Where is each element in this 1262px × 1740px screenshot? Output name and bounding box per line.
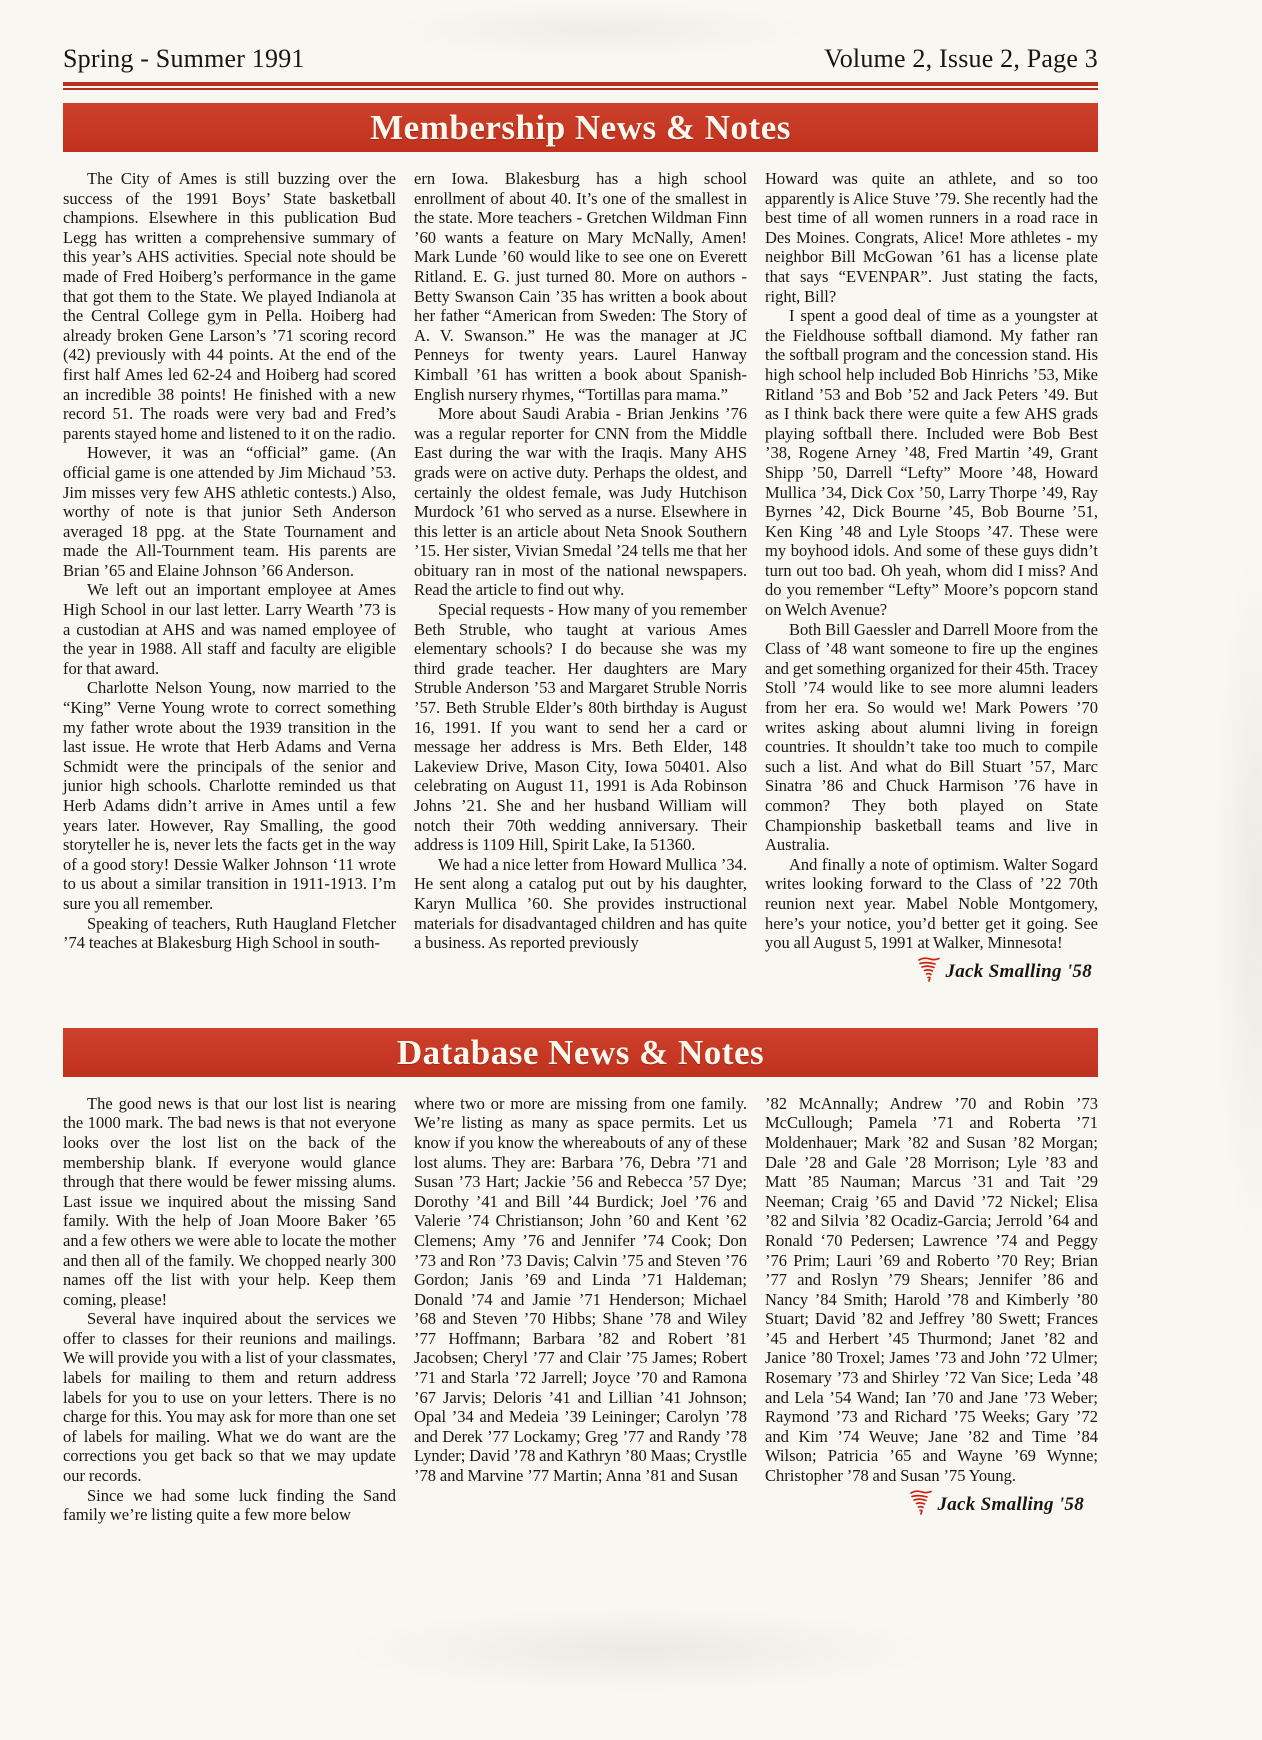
- membership-column-1: [63, 169, 396, 953]
- paragraph: I spent a good deal of time as a youngster at the Fieldhouse softball diamond. My father ran the softball program and the concession stand. His high school help included Bob Hinrichs ’53, Mike Ritland ’53 and Bob ’52 and Jack Peters ’49. But as I think back there were quite a few AHS grads playing softball there. Included were Bob Best ’38, Rogene Arney ’48, Fred Martin ’49, Grant Shipp ’50, Darrell “Lefty” Moore ’48, Howard Mullica ’34, Dick Cox ’50, Larry Thorpe ’49, Ray Byrnes ’42, Dick Bourne ’45, Bob Bourne ’51, Ken King ’48 and Lyle Stoops ’47. These were my boyhood idols. And some of these guys didn’t turn out too bad. Oh yeah, whom did I miss? And do you remember “Lefty” Moore’s popcorn stand on Welch Avenue?: [765, 306, 1098, 620]
- database-section-title: Database News & Notes: [396, 1032, 765, 1072]
- membership-section-banner: [63, 103, 1098, 152]
- paragraph: The good news is that our lost list is nearing the 1000 mark. The bad news is that not everyone looks over the lost list on the back of the membership blank. If everyone would glance through that there would be fewer missing alums. Last issue we inquired about the missing Sand family. With the help of Joan Moore Baker ’65 and a few others we were able to locate the mother and then all of the family. We chopped nearly 300 names off the list with your help. Keep them coming, please!: [63, 1093, 396, 1309]
- membership-column-3: [765, 169, 1098, 953]
- paragraph: Several have inquired about the services we offer to classes for their reunions and mailings. We will provide you with a list of your classmates, labels for mailing to them and return address labels for you to use on your letters. There is no charge for this. You may ask for more than one set of labels for mailing. What we do want are the corrections you get back so that we may update our records.: [63, 1309, 396, 1486]
- tornado-icon: [910, 1489, 932, 1521]
- membership-columns: [63, 169, 1098, 953]
- paragraph: Howard was quite an athlete, and so too apparently is Alice Stuve ’79. She recently had the best time of all women runners in a road race in Des Moines. Congrats, Alice! More athletes - my neighbor Bill McGowan ’61 has a license plate that says “EVENPAR”. Just stating the facts, right, Bill?: [765, 169, 1098, 306]
- paragraph: However, it was an “official” game. (An official game is one attended by Jim Michaud ’53. Jim misses very few AHS athletic contests.) Also, worthy of note is that junior Seth Anderson averaged 18 ppg. at the State Tournament and made the All-Tournment team. His parents are Brian ’65 and Elaine Johnson ’66 Anderson.: [63, 443, 396, 580]
- page-content: [63, 44, 1098, 1525]
- paragraph: Speaking of teachers, Ruth Haugland Fletcher ’74 teaches at Blakesburg High School in south-: [63, 913, 396, 953]
- database-column-3: [765, 1094, 1098, 1525]
- masthead: [63, 44, 1098, 74]
- paragraph: ’82 McAnnally; Andrew ’70 and Robin ’73 McCullough; Pamela ’71 and Roberta ’71 Moldenhauer; Mark ’82 and Susan ’82 Morgan; Dale ’28 and Gale ’28 Morrison; Lyle ’83 and Matt ’85 Nauman; Marcus ’31 and Tait ’29 Neeman; Craig ’65 and David ’72 Nickel; Elisa ’82 and Silvia ’82 Ocadiz-Garcia; Jerrold ’64 and Ronald ‘70 Pedersen; Lawrence ’74 and Peggy ’76 Prim; Lauri ’69 and Roberto ’70 Rey; Brian ’77 and Roslyn ’79 Shears; Jennifer ’86 and Nancy ’84 Smith; Harold ’78 and Kimberly ’80 Stuart; David ’82 and Jeffrey ’80 Swett; Frances ’45 and Herbert ’45 Thurmond; Janet ’82 and Janice ’80 Troxel; James ’73 and John ’72 Ulmer; Rosemary ’73 and Shirley ’72 Van Sice; Leda ’48 and Lela ’54 Wand; Ian ’70 and Jane ’73 Weber; Raymond ’73 and Richard ’75 Weeks; Gary ’72 and Kim ’74 Weuve; Jane ’82 and Time ’84 Wilson; Patricia ’65 and Wayne ’69 Wynne; Christopher ’78 and Susan ’75 Young.: [765, 1093, 1098, 1486]
- paragraph: Charlotte Nelson Young, now married to the “King” Verne Young wrote to correct something my father wrote about the 1939 transition in the last issue. He wrote that Herb Adams and Verna Schmidt were the principals of the senior and junior high schools. Charlotte reminded us that Herb Adams didn’t arrive in Ames until a few years later. However, Ray Smalling, the good storyteller he is, never lets the facts get in the way of a good story! Dessie Walker Johnson ‘11 wrote to us about a similar transition in 1911-1913. I’m sure you all remember.: [63, 678, 396, 913]
- paragraph: We had a nice letter from Howard Mullica ’34. He sent along a catalog put out by his daughter, Karyn Mullica ’60. She provides instructional materials for disadvantaged children and has quite a business. As reported previously: [414, 854, 747, 953]
- paragraph: The City of Ames is still buzzing over the success of the 1991 Boys’ State basketball champions. Elsewhere in this publication Bud Legg has written a comprehensive summary of this year’s AHS activities. Special note should be made of Fred Hoiberg’s performance in the game that got them to the State. We played Indianola at the Central College gym in Pella. Hoiberg had already broken Gene Larson’s ’71 scoring record (42) previously with 44 points. At the end of the first half Ames led 62-24 and Hoiberg had scored an incredible 38 points! He finished with a new record 51. The roads were very bad and Fred’s parents stayed home and listened to it on the radio.: [63, 169, 396, 443]
- database-columns: [63, 1094, 1098, 1525]
- paragraph: Since we had some luck finding the Sand family we’re listing quite a few more below: [63, 1485, 396, 1525]
- paragraph: More about Saudi Arabia - Brian Jenkins ’76 was a regular reporter for CNN from the Middle East during the war with the Iraqis. Many AHS grads were on active duty. Perhaps the oldest, and certainly the oldest female, was Judy Hutchison Murdock ’61 who served as a nurse. Elsewhere in this letter is an article about Neta Snook Southern ’15. Her sister, Vivian Smedal ’24 tells me that her obituary ran in most of the national newspapers. Read the article to find out why.: [414, 404, 747, 600]
- signature-name: Jack Smalling '58: [937, 1493, 1084, 1515]
- paragraph: We left out an important employee at Ames High School in our last letter. Larry Wearth ’73 is a custodian at AHS and was named employee of the year in 1988. All staff and faculty are eligible for that award.: [63, 580, 396, 678]
- tornado-icon: [918, 956, 940, 988]
- membership-column-2: [414, 169, 747, 953]
- membership-section-title: Membership News & Notes: [370, 108, 791, 147]
- paragraph: And finally a note of optimism. Walter Sogard writes looking forward to the Class of ’22 70th reunion next year. Mabel Noble Montgomery, here’s your notice, you’d better get it going. See you all August 5, 1991 at Walker, Minnesota!: [765, 854, 1098, 953]
- volume-page-info: Volume 2, Issue 2, Page 3: [824, 44, 1098, 73]
- database-column-1: [63, 1094, 396, 1525]
- paragraph: where two or more are missing from one family. We’re listing as many as space permits. Let us know if you know the whereabouts of any of these lost alums. They are: Barbara ’76, Debra ’71 and Susan ’73 Hart; Jackie ’56 and Rebecca ’57 Dye; Dorothy ’41 and Bill ’44 Burdick; Joel ’76 and Valerie ’74 Christianson; John ’60 and Kent ’62 Clemens; Amy ’76 and Jennifer ’74 Cook; Don ’73 and Ron ’73 Davis; Calvin ’75 and Steven ’76 Gordon; Janis ’69 and Linda ’71 Haldeman; Donald ’74 and Jamie ’71 Henderson; Michael ’68 and Steven ’70 Hibbs; Shane ’78 and Wiley ’77 Hoffmann; Barbara ’82 and Robert ’81 Jacobsen; Cheryl ’77 and Clair ’75 James; Robert ’71 and Starla ’72 Jarrell; Joyce ’70 and Ramona ’67 Jarvis; Deloris ’41 and Lillian ’41 Johnson; Opal ’34 and Medeia ’39 Leininger; Carolyn ’78 and Derek ’77 Lockamy; Greg ’77 and Randy ’78 Lynder; David ’78 and Kathryn ’80 Maas; Crystlle ’78 and Marvine ’77 Martin; Anna ’81 and Susan: [414, 1093, 747, 1486]
- section-gap: [63, 988, 1098, 1015]
- database-signature: [765, 1489, 1098, 1521]
- paragraph: Both Bill Gaessler and Darrell Moore from the Class of ’48 want someone to fire up the engines and get something organized for their 45th. Tracey Stoll ’74 would like to see more alumni leaders from her era. So would we! Mark Powers ’70 writes asking about alumni living in foreign countries. It shouldn’t take too much to compile such a list. And what do Bill Stuart ’57, Marc Sinatra ’86 and Chuck Harmison ’76 have in common? They both played on State Championship basketball teams and live in Australia.: [765, 619, 1098, 855]
- database-column-2: [414, 1094, 747, 1525]
- masthead-double-rule: [63, 82, 1098, 90]
- paragraph: ern Iowa. Blakesburg has a high school enrollment of about 40. It’s one of the smallest in the state. More teachers - Gretchen Wildman Finn ’60 wants a feature on Mary McNally, Amen! Mark Lunde ’60 would like to see one on Everett Ritland. E. G. just turned 80. More on authors - Betty Swanson Cain ’35 has written a book about her father “American from Sweden: The Story of A. V. Swanson.” He was the manager at JC Penneys for twenty years. Laurel Hanway Kimball ’61 has written a book about Spanish-English nursery rhymes, “Tortillas para mama.”: [414, 169, 747, 404]
- paragraph: Special requests - How many of you remember Beth Struble, who taught at various Ames elementary schools? I do because she was my third grade teacher. Her daughters are Mary Struble Anderson ’53 and Margaret Struble Norris ’57. Beth Struble Elder’s 80th birthday is August 16, 1991. If you want to send her a card or message her address is Mrs. Beth Elder, 148 Lakeview Drive, Mason City, Iowa 50401. Also celebrating on August 11, 1991 is Ada Robinson Johns ’21. She and her husband William will notch their 70th wedding anniversary. Their address is 1109 Hill, Spirit Lake, Ia 51360.: [414, 600, 748, 855]
- database-section-banner: [63, 1028, 1098, 1077]
- membership-signature: [63, 956, 1098, 988]
- issue-date: Spring - Summer 1991: [63, 44, 305, 73]
- signature-name: Jack Smalling '58: [945, 960, 1092, 982]
